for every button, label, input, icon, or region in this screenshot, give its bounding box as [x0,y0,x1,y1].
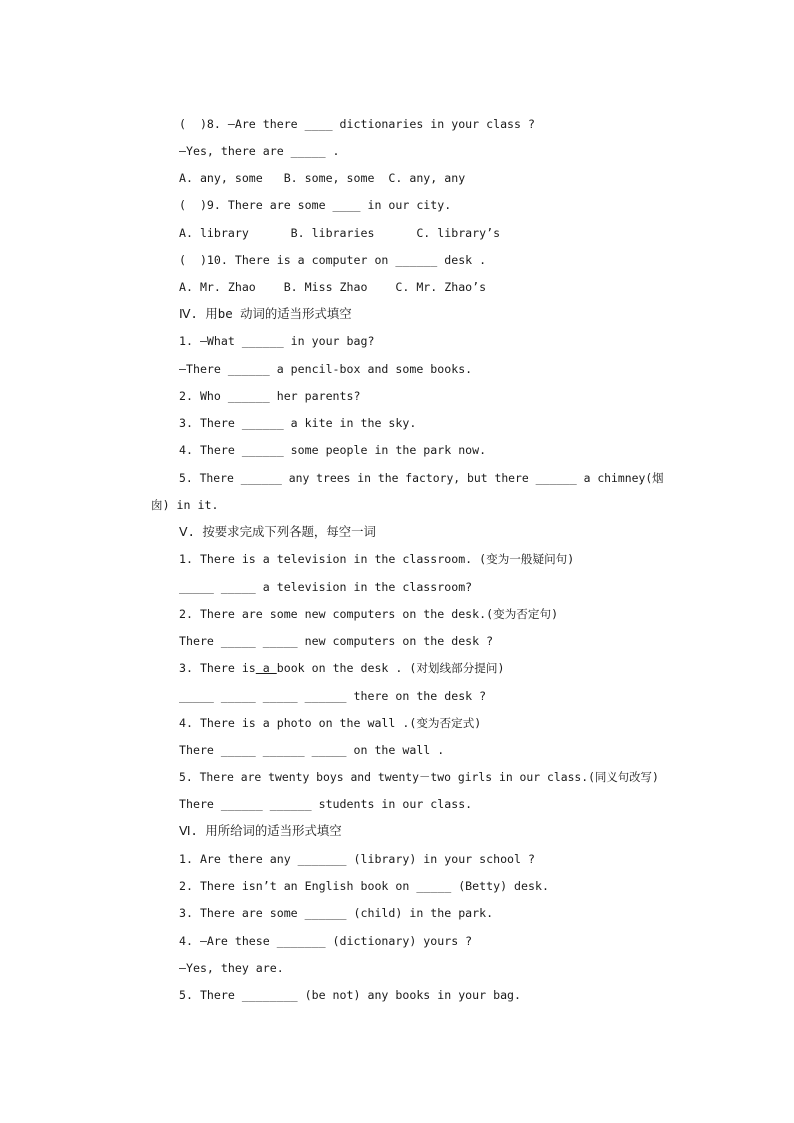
question-8-answer: —Yes, there are _____ . [179,144,340,158]
section-5-question-5-answer: There ______ ______ students in our class. [179,797,473,811]
question-8: ( )8. —Are there ____ dictionaries in your class ? [179,117,535,131]
question-8-options: A. any, some B. some, some C. any, any [179,171,466,185]
section-6-question-5: 5. There ________ (be not) any books in your bag. [179,988,522,1002]
section-6-question-1: 1. Are there any _______ (library) in your school ? [179,852,535,866]
section-6-question-3: 3. There are some ______ (child) in the park. [179,906,494,920]
section-6-question-4-answer: —Yes, they are. [179,961,284,975]
section-4-title: Ⅳ. 用be 动词的适当形式填空 [179,306,352,321]
question-3-text-after: book on the desk . (对划线部分提问) [276,661,505,675]
section-4-question-5: 5. There ______ any trees in the factory, but there ______ a chimney(烟 [179,471,664,485]
question-9: ( )9. There are some ____ in our city. [179,198,452,212]
question-9-options: A. library B. libraries C. library’s [179,226,501,240]
section-4-question-3: 3. There ______ a kite in the sky. [179,416,417,430]
section-5-question-4: 4. There is a photo on the wall .(变为否定式) [179,716,482,730]
section-5-question-1: 1. There is a television in the classroom. (变为一般疑问句) [179,552,575,566]
section-4-question-2: 2. Who ______ her parents? [179,389,361,403]
section-5-title: Ⅴ. 按要求完成下列各题，每空一词 [179,524,376,539]
section-4-question-1: 1. —What ______ in your bag? [179,334,375,348]
section-5-question-2: 2. There are some new computers on the desk.(变为否定句) [179,607,559,621]
section-6-question-2: 2. There isn’t an English book on _____ (Betty) desk. [179,879,549,893]
section-5-question-5: 5. There are twenty boys and twenty－two girls in our class.(同义句改写) [179,770,659,784]
section-6-question-4: 4. —Are these _______ (dictionary) yours ? [179,934,473,948]
section-5-question-2-answer: There _____ _____ new computers on the desk ? [179,634,494,648]
section-4-question-4: 4. There ______ some people in the park now. [179,443,487,457]
section-6-title: Ⅵ. 用所给词的适当形式填空 [179,823,342,838]
section-5-question-4-answer: There _____ ______ _____ on the wall . [179,743,445,757]
section-5-question-1-answer: _____ _____ a television in the classroom? [179,580,473,594]
question-10: ( )10. There is a computer on ______ desk . [179,253,487,267]
section-5-question-3 [179,660,504,676]
section-5-question-3-answer: _____ _____ _____ ______ there on the desk ? [179,689,487,703]
underlined-word: a [255,661,277,675]
section-4-question-5-continued: 囱) in it. [151,498,219,512]
question-3-text-before: 3. There is [179,661,256,675]
section-4-question-1-answer: —There ______ a pencil-box and some books. [179,362,473,376]
question-10-options: A. Mr. Zhao B. Miss Zhao C. Mr. Zhao’s [179,280,487,294]
